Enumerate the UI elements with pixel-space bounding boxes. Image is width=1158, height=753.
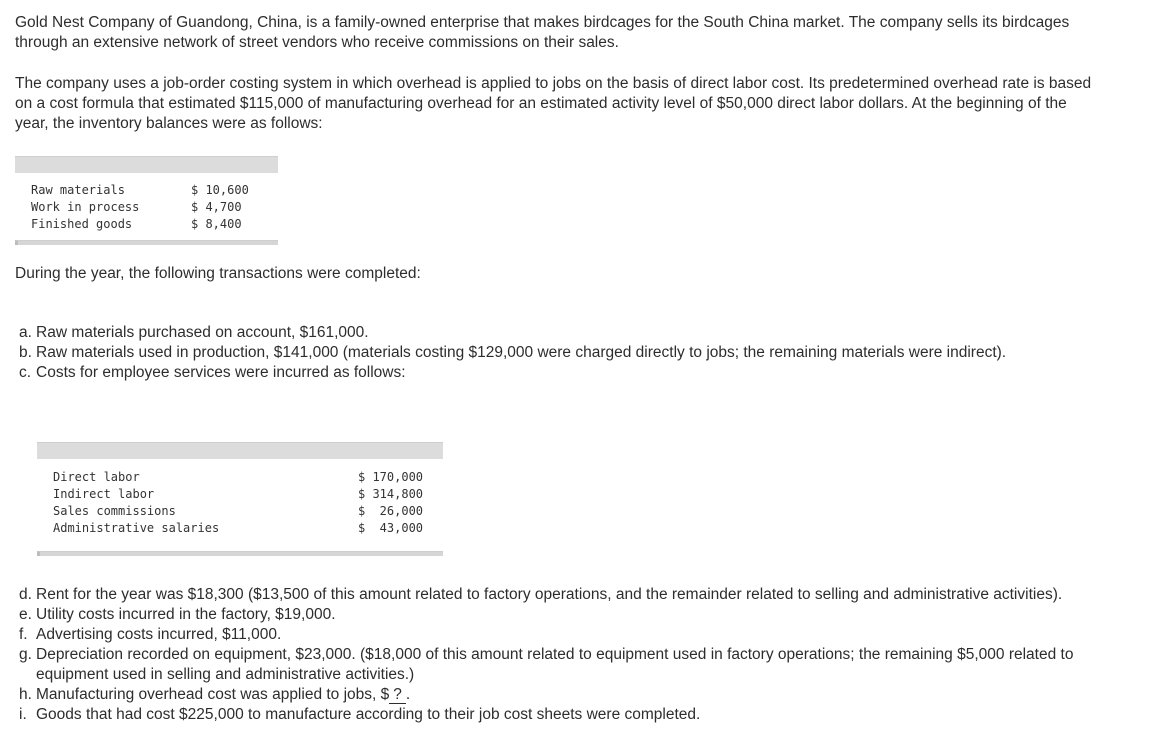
row-amount: $ 10,600 bbox=[191, 183, 249, 197]
item-marker: b. bbox=[19, 344, 32, 361]
item-text: Raw materials purchased on account, $161,000. bbox=[36, 324, 369, 341]
employee-costs-table bbox=[37, 442, 443, 556]
item-marker: i. bbox=[19, 706, 27, 723]
list-item bbox=[19, 705, 1079, 725]
item-marker: h. bbox=[19, 686, 32, 703]
table-row bbox=[53, 469, 433, 486]
table-header-bar bbox=[37, 442, 443, 459]
table-row bbox=[31, 182, 261, 199]
list-item bbox=[19, 645, 1079, 685]
row-amount: $ 26,000 bbox=[358, 504, 424, 518]
transactions-intro: During the year, the following transactions were completed: bbox=[15, 265, 421, 282]
row-amount: $ 4,700 bbox=[191, 200, 242, 214]
table-row bbox=[53, 503, 433, 520]
table-footer-bar bbox=[37, 551, 443, 556]
table-row bbox=[53, 520, 433, 537]
list-item bbox=[19, 585, 1079, 605]
transactions-list-part-1 bbox=[19, 323, 1079, 383]
item-marker: e. bbox=[19, 606, 32, 623]
item-text: Rent for the year was $18,300 ($13,500 of this amount related to factory operations, and the remainder related to selling and administrative activities). bbox=[36, 586, 1063, 603]
table-row bbox=[53, 486, 433, 503]
list-item bbox=[19, 323, 1079, 343]
row-label: Work in process bbox=[31, 200, 140, 214]
item-marker: a. bbox=[19, 324, 32, 341]
row-label: Finished goods bbox=[31, 217, 133, 231]
row-amount: $ 314,800 bbox=[358, 487, 424, 501]
item-text: Advertising costs incurred, $11,000. bbox=[36, 626, 282, 643]
transactions-list-part-2 bbox=[19, 585, 1079, 725]
item-text-after: . bbox=[405, 686, 411, 703]
table-header-bar bbox=[15, 156, 278, 173]
item-text: Utility costs incurred in the factory, $19,000. bbox=[36, 606, 336, 623]
row-amount: $ 43,000 bbox=[358, 521, 424, 535]
item-marker: d. bbox=[19, 586, 32, 603]
list-item bbox=[19, 685, 1079, 705]
list-item bbox=[19, 343, 1079, 363]
item-marker: c. bbox=[19, 364, 32, 381]
list-item bbox=[19, 625, 1079, 645]
list-item bbox=[19, 605, 1079, 625]
item-text: Raw materials used in production, $141,000 (materials costing $129,000 were charged directly to jobs; the remaining materials were indirect). bbox=[36, 344, 1007, 361]
inventory-balances-table bbox=[15, 156, 278, 245]
item-text: Goods that had cost $225,000 to manufacture according to their job cost sheets were completed. bbox=[36, 706, 701, 723]
list-item bbox=[19, 363, 1079, 383]
item-text: Costs for employee services were incurred as follows: bbox=[36, 364, 406, 381]
row-label: Indirect labor bbox=[53, 487, 155, 501]
item-marker: g. bbox=[19, 646, 32, 663]
table-footer-bar bbox=[15, 240, 278, 245]
intro-paragraph-2: The company uses a job-order costing system in which overhead is applied to jobs on the basis of direct labor cost. Its predetermined overhead rate is based on a cost formula that estimated $115,000 of manufacturing overhead for an estimated activity level of $50,000 direct labor dollars. At the beginning of the year, the inventory balances were as follows: bbox=[15, 75, 1092, 132]
table-row bbox=[31, 216, 261, 233]
row-label: Direct labor bbox=[53, 470, 140, 484]
item-text: Depreciation recorded on equipment, $23,000. ($18,000 of this amount related to equipment used in factory operations; the remaining $5,000 related to equipment used in selling and administrative activities.) bbox=[36, 646, 1074, 683]
row-amount: $ 170,000 bbox=[358, 470, 424, 484]
item-marker: f. bbox=[19, 626, 28, 643]
row-amount: $ 8,400 bbox=[191, 217, 242, 231]
item-text: Manufacturing overhead cost was applied to jobs, $ bbox=[36, 686, 390, 703]
answer-blank[interactable]: ? bbox=[389, 687, 406, 704]
table-row bbox=[31, 199, 261, 216]
intro-paragraph-1: Gold Nest Company of Guandong, China, is a family-owned enterprise that makes birdcages for the South China market. The company sells its birdcages through an extensive network of street vendors who receive commissions on their sales. bbox=[15, 14, 1070, 51]
row-label: Raw materials bbox=[31, 183, 125, 197]
row-label: Administrative salaries bbox=[53, 521, 220, 535]
row-label: Sales commissions bbox=[53, 504, 176, 518]
